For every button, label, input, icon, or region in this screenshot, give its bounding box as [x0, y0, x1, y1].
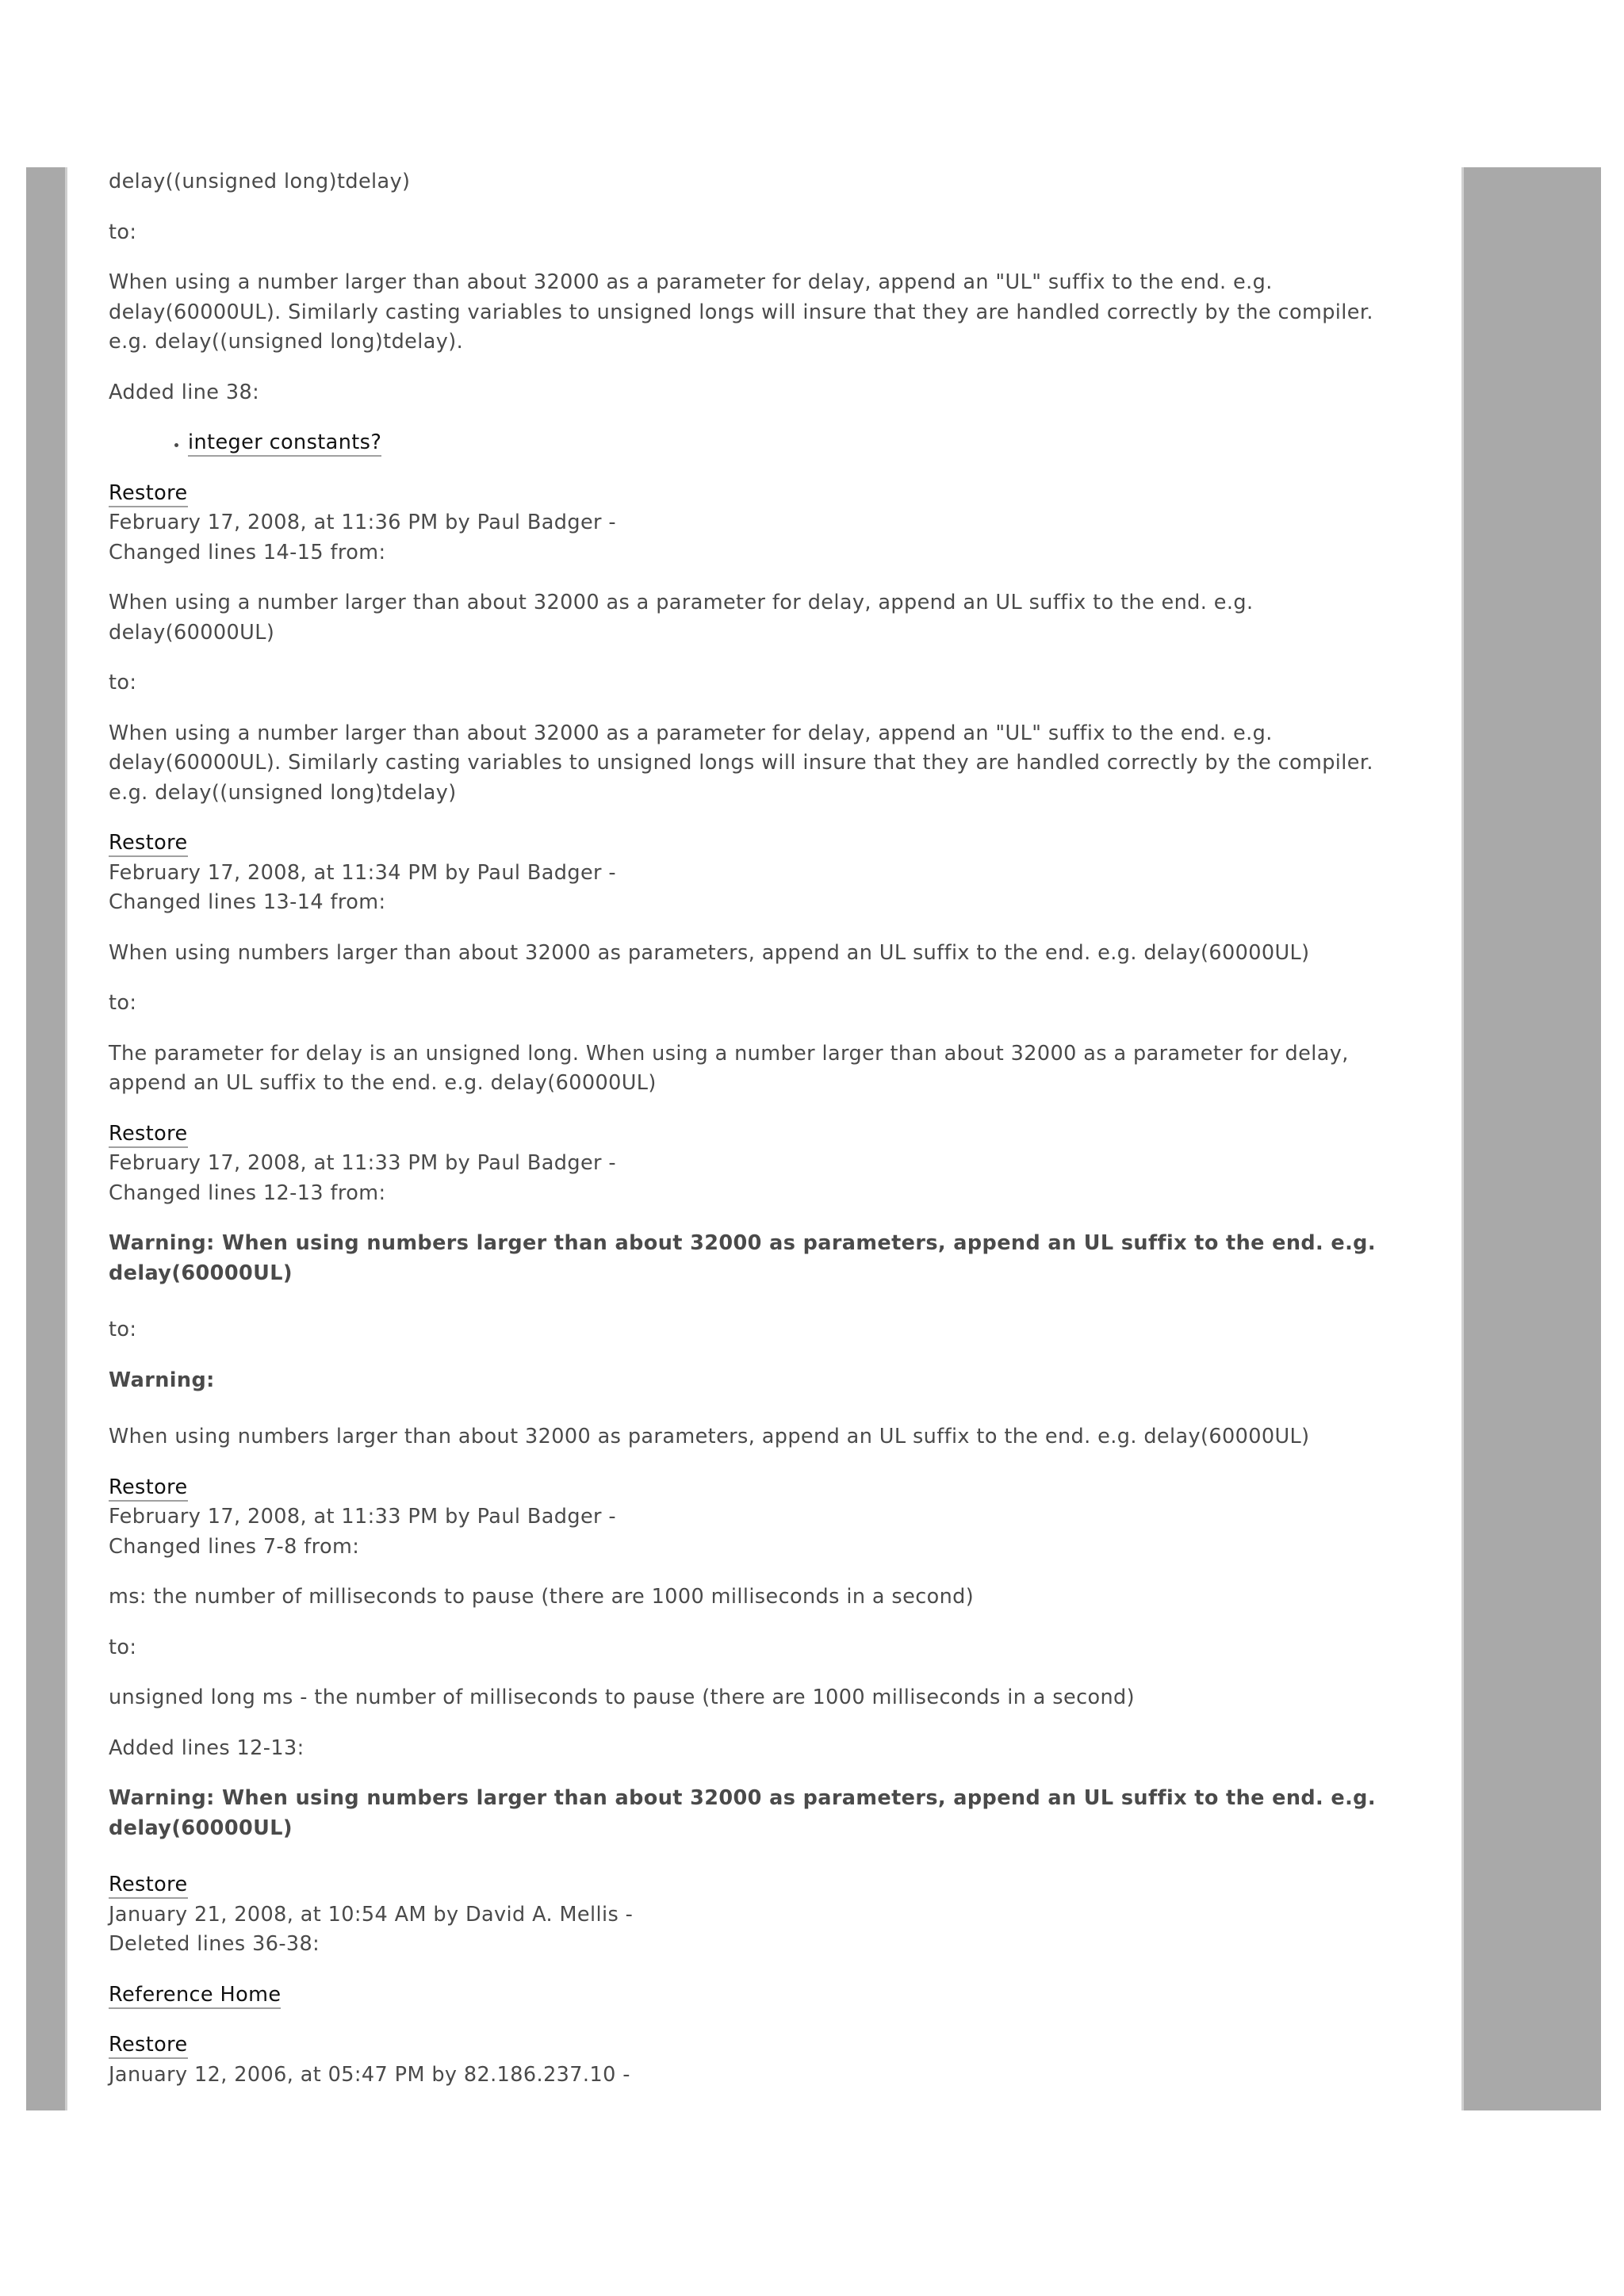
restore-link[interactable]: Restore — [109, 481, 188, 507]
warning-text: Warning: When using numbers larger than about 32000 as parameters, append an UL suffix to the end. e.g. delay(60000UL) — [109, 1786, 1376, 1840]
restore-link[interactable]: Restore — [109, 1873, 188, 1899]
reference-home-link[interactable]: Reference Home — [109, 1983, 281, 2009]
page-history-content — [109, 167, 1417, 2110]
revision-header — [109, 1119, 1417, 1209]
diff-text: ms: the number of milliseconds to pause (there are 1000 milliseconds in a second) — [109, 1585, 975, 1609]
diff-to-label: to: — [109, 1318, 137, 1341]
revision-header — [109, 1870, 1417, 1960]
restore-link[interactable]: Restore — [109, 1475, 188, 1502]
left-sidebar-bar — [26, 167, 67, 2110]
diff-bullet-list — [109, 428, 1417, 458]
list-item — [188, 428, 1417, 458]
revision-meta: February 17, 2008, at 11:34 PM by Paul Badger - — [109, 860, 617, 885]
diff-added-label: Added lines 12-13: — [109, 1735, 304, 1760]
revision-change-summary: Changed lines 12-13 from: — [109, 1181, 386, 1205]
restore-link[interactable]: Restore — [109, 2033, 188, 2059]
diff-text: When using numbers larger than about 32000 as parameters, append an UL suffix to the end. e.g. delay(60000UL) — [109, 1425, 1310, 1448]
diff-text: delay((unsigned long)tdelay) — [109, 170, 411, 193]
restore-link[interactable]: Restore — [109, 1122, 188, 1148]
diff-to-label: to: — [109, 671, 137, 695]
right-sidebar-bar — [1461, 167, 1601, 2110]
diff-added-label: Added line 38: — [109, 380, 260, 404]
diff-text: When using a number larger than about 32000 as a parameter for delay, append an "UL" suffix to the end. e.g. delay(60000UL). Similarly casting variables to unsigned longs will insure that they are handled correctly by the compiler. e.g. delay((unsigned long)tdelay) — [109, 721, 1373, 805]
diff-text: When using numbers larger than about 32000 as parameters, append an UL suffix to the end. e.g. delay(60000UL) — [109, 940, 1310, 965]
revision-change-summary: Changed lines 14-15 from: — [109, 540, 386, 564]
revision-header — [109, 2030, 1417, 2090]
revision-change-summary: Deleted lines 36-38: — [109, 1932, 320, 1956]
revision-meta: January 21, 2008, at 10:54 AM by David A. Mellis - — [109, 1902, 634, 1927]
revision-meta: February 17, 2008, at 11:33 PM by Paul Badger - — [109, 1505, 617, 1529]
revision-meta: January 12, 2006, at 05:47 PM by 82.186.237.10 - — [109, 2062, 630, 2087]
diff-to-label: to: — [109, 991, 137, 1015]
revision-change-summary: Changed lines 7-8 from: — [109, 1534, 360, 1559]
diff-text: unsigned long ms - the number of milliseconds to pause (there are 1000 milliseconds in a second) — [109, 1686, 1135, 1709]
revision-meta: February 17, 2008, at 11:36 PM by Paul Badger - — [109, 511, 617, 534]
revision-meta: February 17, 2008, at 11:33 PM by Paul Badger - — [109, 1151, 617, 1175]
diff-to-label: to: — [109, 220, 137, 244]
diff-text: The parameter for delay is an unsigned long. When using a number larger than about 32000 as a parameter for delay, append an UL suffix to the end. e.g. delay(60000UL) — [109, 1041, 1349, 1095]
diff-text: When using a number larger than about 32000 as a parameter for delay, append an UL suffix to the end. e.g. delay(60000UL) — [109, 591, 1254, 645]
warning-text: Warning: When using numbers larger than about 32000 as parameters, append an UL suffix to the end. e.g. delay(60000UL) — [109, 1231, 1376, 1285]
diff-text: When using a number larger than about 32000 as a parameter for delay, append an "UL" suffix to the end. e.g. delay(60000UL). Similarly casting variables to unsigned longs will insure that they are handled correctly by the compiler. e.g. delay((unsigned long)tdelay). — [109, 270, 1373, 354]
revision-header — [109, 479, 1417, 568]
warning-label: Warning: — [109, 1368, 215, 1392]
revision-header — [109, 1473, 1417, 1563]
restore-link[interactable]: Restore — [109, 831, 188, 857]
revision-header — [109, 828, 1417, 918]
revision-change-summary: Changed lines 13-14 from: — [109, 890, 386, 914]
diff-to-label: to: — [109, 1635, 137, 1659]
integer-constants-link[interactable]: integer constants? — [188, 430, 381, 457]
